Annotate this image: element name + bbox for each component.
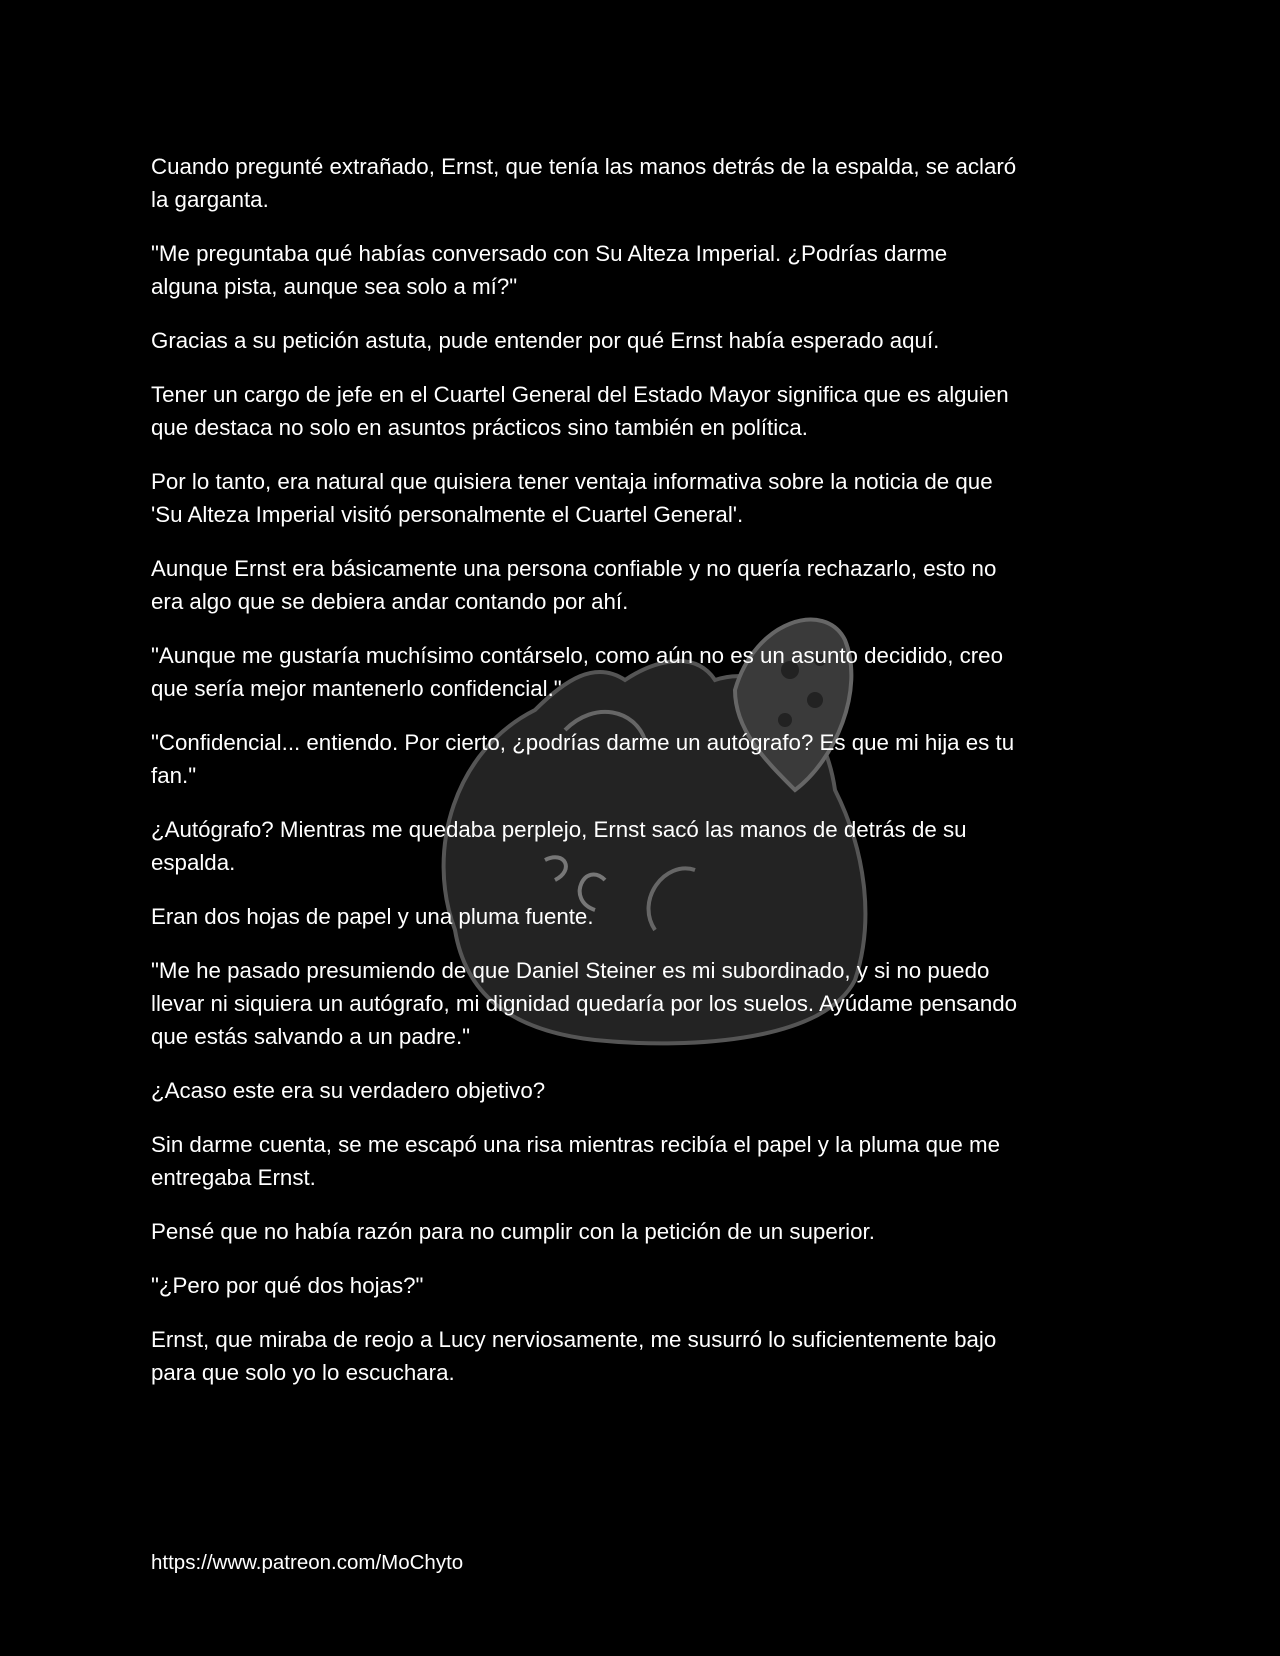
paragraph-line: que estás salvando a un padre." <box>151 1024 471 1049</box>
paragraph-line: "Aunque me gustaría muchísimo contárselo, como aún no es un asunto decidido, creo <box>151 643 1003 668</box>
paragraph <box>151 324 1151 357</box>
chapter-text <box>151 150 1151 1410</box>
paragraph <box>151 1074 1151 1107</box>
paragraph <box>151 726 1151 792</box>
paragraph <box>151 1269 1151 1302</box>
paragraph-line: ¿Acaso este era su verdadero objetivo? <box>151 1078 546 1103</box>
paragraph <box>151 954 1151 1053</box>
paragraph-line: "¿Pero por qué dos hojas?" <box>151 1273 424 1298</box>
paragraph-line: la garganta. <box>151 187 269 212</box>
paragraph-line: llevar ni siquiera un autógrafo, mi dignidad quedaría por los suelos. Ayúdame pensando <box>151 991 1018 1016</box>
paragraph-line: Por lo tanto, era natural que quisiera tener ventaja informativa sobre la noticia de que <box>151 469 993 494</box>
paragraph-line: Gracias a su petición astuta, pude entender por qué Ernst había esperado aquí. <box>151 328 940 353</box>
paragraph-line: Cuando pregunté extrañado, Ernst, que tenía las manos detrás de la espalda, se aclaró <box>151 154 1017 179</box>
paragraph <box>151 378 1151 444</box>
paragraph-line: "Confidencial... entiendo. Por cierto, ¿podrías darme un autógrafo? Es que mi hija es tu <box>151 730 1015 755</box>
paragraph-line: "Me he pasado presumiendo de que Daniel Steiner es mi subordinado, y si no puedo <box>151 958 990 983</box>
paragraph-line: Pensé que no había razón para no cumplir con la petición de un superior. <box>151 1219 875 1244</box>
paragraph <box>151 465 1151 531</box>
paragraph-line: Sin darme cuenta, se me escapó una risa mientras recibía el papel y la pluma que me <box>151 1132 1000 1157</box>
paragraph-line: Aunque Ernst era básicamente una persona confiable y no quería rechazarlo, esto no <box>151 556 997 581</box>
paragraph <box>151 552 1151 618</box>
paragraph-line: Ernst, que miraba de reojo a Lucy nerviosamente, me susurró lo suficientemente bajo <box>151 1327 997 1352</box>
paragraph-line: que destaca no solo en asuntos prácticos sino también en política. <box>151 415 808 440</box>
paragraph-line: era algo que se debiera andar contando por ahí. <box>151 589 629 614</box>
paragraph-line: Tener un cargo de jefe en el Cuartel General del Estado Mayor significa que es alguien <box>151 382 1009 407</box>
paragraph-line: alguna pista, aunque sea solo a mí?" <box>151 274 518 299</box>
paragraph <box>151 900 1151 933</box>
paragraph-line: ¿Autógrafo? Mientras me quedaba perplejo, Ernst sacó las manos de detrás de su <box>151 817 967 842</box>
paragraph-line: Eran dos hojas de papel y una pluma fuente. <box>151 904 594 929</box>
paragraph <box>151 1323 1151 1389</box>
paragraph <box>151 150 1151 216</box>
paragraph <box>151 1128 1151 1194</box>
patreon-link[interactable]: https://www.patreon.com/MoChyto <box>151 1551 464 1574</box>
paragraph-line: entregaba Ernst. <box>151 1165 316 1190</box>
paragraph-line: que sería mejor mantenerlo confidencial." <box>151 676 562 701</box>
paragraph <box>151 1215 1151 1248</box>
paragraph <box>151 639 1151 705</box>
paragraph-line: fan." <box>151 763 197 788</box>
paragraph-line: espalda. <box>151 850 236 875</box>
paragraph <box>151 813 1151 879</box>
paragraph <box>151 237 1151 303</box>
paragraph-line: 'Su Alteza Imperial visitó personalmente el Cuartel General'. <box>151 502 744 527</box>
paragraph-line: para que solo yo lo escuchara. <box>151 1360 455 1385</box>
paragraph-line: "Me preguntaba qué habías conversado con Su Alteza Imperial. ¿Podrías darme <box>151 241 948 266</box>
